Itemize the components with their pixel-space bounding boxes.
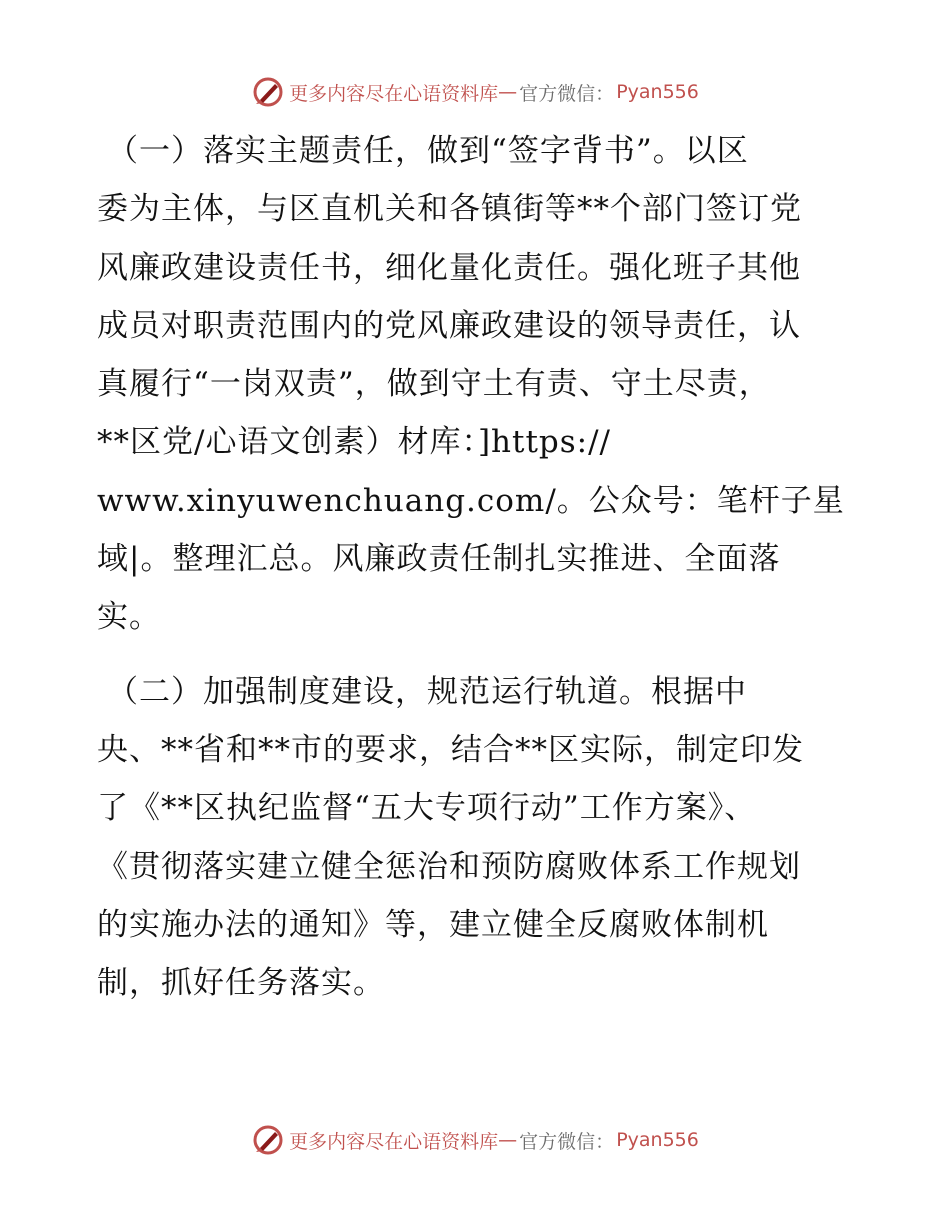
text-line: 真履行“一岗双责”，做到守土有责、守土尽责， xyxy=(97,366,771,403)
text-line: 委为主体，与区直机关和各镇街等**个部门签订党 xyxy=(97,191,802,228)
text-line: （二）加强制度建设，规范运行轨道。根据中 xyxy=(107,673,747,710)
paragraph-2 xyxy=(97,663,857,1013)
watermark-dash: — xyxy=(498,1129,518,1151)
footer-watermark xyxy=(0,1120,950,1160)
watermark-site-name: 更多内容尽在心语资料库 xyxy=(289,82,499,105)
text-line: 了《**区执纪监督“五大专项行动”工作方案》、 xyxy=(97,790,757,827)
text-line: www.xinyuwenchuang.com/。公众号：笔杆子星 xyxy=(97,482,845,519)
document-body xyxy=(97,122,857,1012)
watermark-official-label: 官方微信： xyxy=(519,1130,615,1153)
text-line: 制，抓好任务落实。 xyxy=(97,965,385,1002)
watermark-wechat-id: Pyan556 xyxy=(616,81,699,103)
watermark-dash: — xyxy=(498,81,518,103)
header-watermark xyxy=(0,72,950,112)
text-line: 央、**省和**市的要求，结合**区实际，制定印发 xyxy=(97,731,804,768)
text-line: 《贯彻落实建立健全惩治和预防腐败体系工作规划 xyxy=(97,848,801,885)
watermark-wechat-id: Pyan556 xyxy=(616,1129,699,1151)
paragraph-1 xyxy=(97,122,857,647)
text-line: 成员对职责范围内的党风廉政建设的领导责任，认 xyxy=(97,307,801,344)
watermark-official-label: 官方微信： xyxy=(519,82,615,105)
text-line: （一）落实主题责任，做到“签字背书”。以区 xyxy=(107,133,749,169)
brand-logo-icon xyxy=(251,1123,285,1157)
text-line: 域|。整理汇总。风廉政责任制扎实推进、全面落 xyxy=(97,541,781,578)
text-line: 的实施办法的通知》等，建立健全反腐败体制机 xyxy=(97,906,769,943)
text-line: **区党/心语文创素）材库：]https:// xyxy=(97,424,612,461)
text-line: 实。 xyxy=(97,599,161,636)
watermark-site-name: 更多内容尽在心语资料库 xyxy=(289,1130,499,1153)
brand-logo-icon xyxy=(251,75,285,109)
text-line: 风廉政建设责任书，细化量化责任。强化班子其他 xyxy=(97,249,801,286)
